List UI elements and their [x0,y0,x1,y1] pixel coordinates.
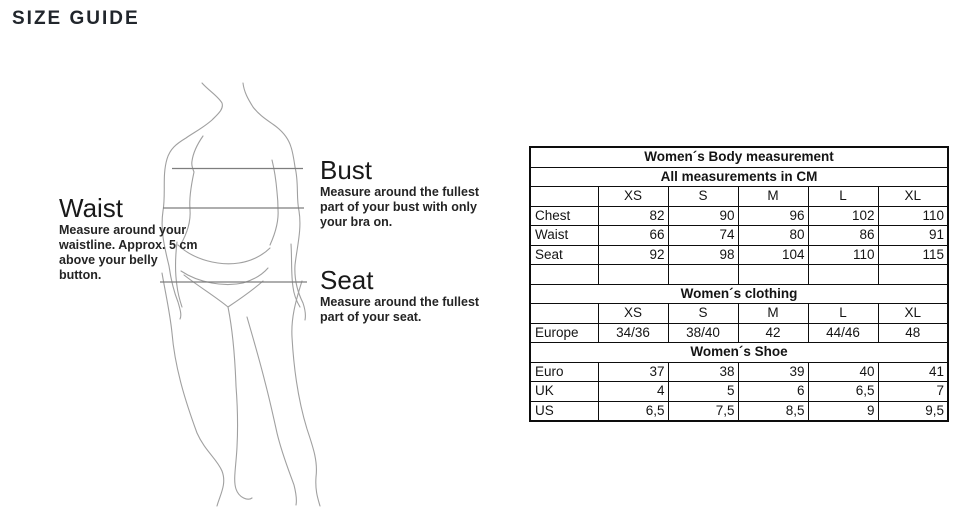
value-cell: 38/40 [668,323,738,343]
value-cell: 38 [668,362,738,382]
value-cell: 110 [878,206,948,226]
value-cell: 82 [598,206,668,226]
table-row [530,362,948,382]
table-row [530,187,948,207]
value-cell: 4 [598,382,668,402]
table-section-row [530,147,948,167]
table-row [530,382,948,402]
row-label-cell [530,265,598,285]
row-label-cell: Waist [530,226,598,246]
row-label-cell: UK [530,382,598,402]
value-cell: 41 [878,362,948,382]
table-section-row [530,343,948,363]
table-row [530,401,948,421]
value-cell: 44/46 [808,323,878,343]
table-row [530,265,948,285]
page-title: SIZE GUIDE [12,8,140,29]
row-label-cell: Euro [530,362,598,382]
neck-right-line [243,83,295,167]
size-header-cell: S [668,304,738,324]
value-cell [668,265,738,285]
table-row [530,226,948,246]
right-arm-outer [295,167,306,320]
left-armpit-line [192,136,203,172]
size-header-cell: XL [878,304,948,324]
size-header-cell: M [738,187,808,207]
value-cell: 91 [878,226,948,246]
table-row [530,245,948,265]
value-cell: 102 [808,206,878,226]
value-cell: 7 [878,382,948,402]
seat-description: Measure around the fullest part of your seat. [320,295,480,324]
value-cell: 5 [668,382,738,402]
value-cell: 90 [668,206,738,226]
size-header-cell: S [668,187,738,207]
value-cell: 92 [598,245,668,265]
value-cell: 9 [808,401,878,421]
value-cell: 6,5 [808,382,878,402]
value-cell: 42 [738,323,808,343]
value-cell: 96 [738,206,808,226]
size-header-cell: XL [878,187,948,207]
table-row [530,206,948,226]
waist-label-block [59,193,201,283]
row-label-cell [530,187,598,207]
waist-heading: Waist [59,193,124,223]
value-cell: 37 [598,362,668,382]
row-label-cell: US [530,401,598,421]
size-header-cell: XS [598,304,668,324]
waist-description: Measure around your waistline. Approx. 5 cm above your belly button. [59,223,198,282]
value-cell [738,265,808,285]
right-leg-inner [247,317,296,505]
table-section-row [530,167,948,187]
value-cell: 6 [738,382,808,402]
table-row [530,304,948,324]
value-cell: 34/36 [598,323,668,343]
value-cell [878,265,948,285]
size-table [529,146,949,422]
value-cell: 115 [878,245,948,265]
value-cell [808,265,878,285]
value-cell: 6,5 [598,401,668,421]
bust-label-block [320,155,490,230]
value-cell: 98 [668,245,738,265]
value-cell [598,265,668,285]
bust-description: Measure around the fullest part of your bust with only your bra on. [320,185,480,229]
table-row [530,323,948,343]
size-header-cell: L [808,304,878,324]
value-cell: 74 [668,226,738,246]
value-cell: 40 [808,362,878,382]
value-cell: 8,5 [738,401,808,421]
bust-heading: Bust [320,155,373,185]
table-section-header: Women´s Shoe [530,343,948,363]
value-cell: 66 [598,226,668,246]
size-header-cell: L [808,187,878,207]
table-section-header: Women´s Body measurement [530,147,948,167]
neck-left-line [167,83,222,159]
row-label-cell: Seat [530,245,598,265]
value-cell: 104 [738,245,808,265]
row-label-cell [530,304,598,324]
value-cell: 48 [878,323,948,343]
size-header-cell: XS [598,187,668,207]
table-section-header: All measurements in CM [530,167,948,187]
right-torso-line [270,160,278,245]
body-outline [162,83,320,506]
size-table-body [530,147,948,421]
row-label-cell: Chest [530,206,598,226]
table-section-row [530,284,948,304]
size-header-cell: M [738,304,808,324]
value-cell: 9,5 [878,401,948,421]
value-cell: 80 [738,226,808,246]
left-leg-outer [172,333,224,506]
value-cell: 86 [808,226,878,246]
seat-heading: Seat [320,265,374,295]
value-cell: 39 [738,362,808,382]
seat-label-block [320,265,490,325]
row-label-cell: Europe [530,323,598,343]
value-cell: 110 [808,245,878,265]
table-section-header: Women´s clothing [530,284,948,304]
value-cell: 7,5 [668,401,738,421]
left-leg-inner [228,307,252,499]
